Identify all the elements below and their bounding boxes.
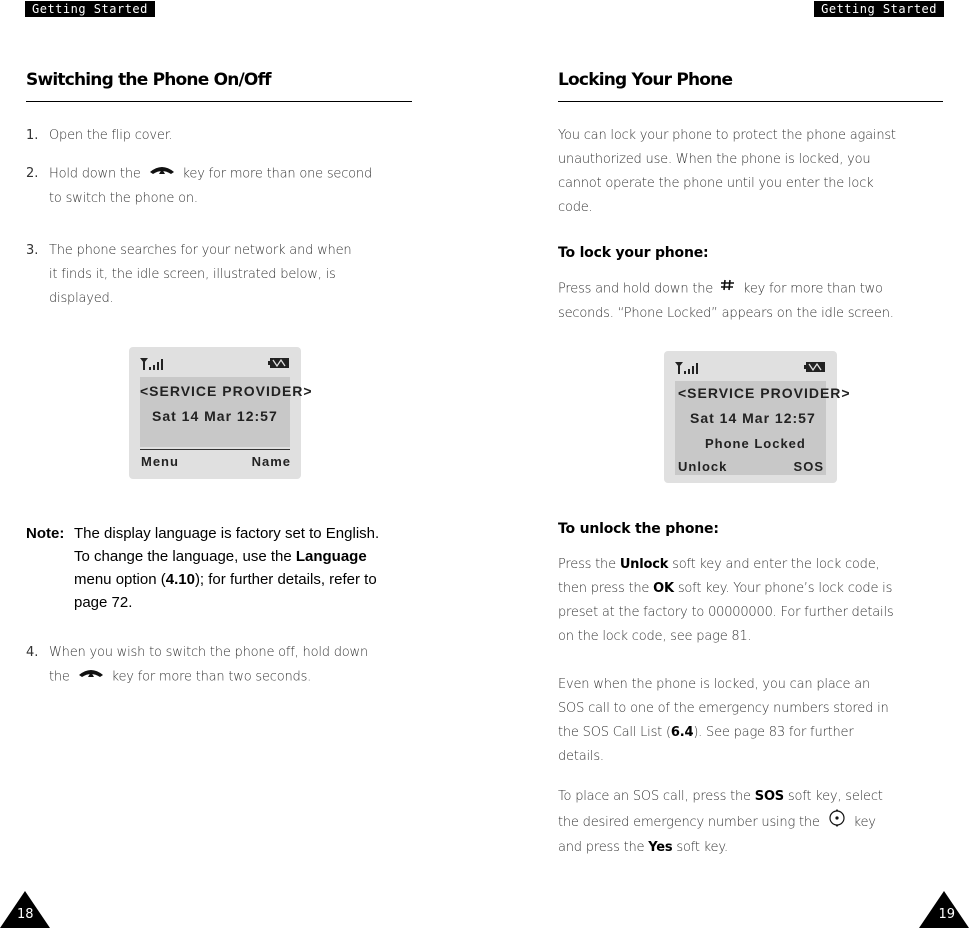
- lock-part-b: key for more than two: [742, 281, 883, 297]
- sos2-c: soft key, select: [783, 789, 883, 804]
- sos2-h: soft key.: [672, 840, 728, 855]
- soft-key-divider: [140, 449, 290, 450]
- sos1-a: Even when the phone is locked, you can place an: [558, 677, 871, 692]
- left-page-title: Switching the Phone On/Off: [26, 70, 271, 90]
- hash-key-icon: [717, 277, 739, 301]
- soft-key-sos[interactable]: SOS: [793, 459, 824, 474]
- unlock-d: then press the: [558, 581, 654, 596]
- intro-line-4: code.: [558, 200, 593, 215]
- navigation-key-icon: [824, 809, 850, 836]
- unlock-heading: To unlock the phone:: [558, 521, 719, 537]
- service-provider-text: <SERVICE PROVIDER>: [140, 383, 313, 399]
- right-title-rule: [558, 101, 943, 102]
- sos2-a: To place an SOS call, press the: [558, 789, 755, 804]
- step-2-part-a: Hold down the: [49, 166, 141, 182]
- unlock-c: soft key and enter the lock code,: [668, 557, 880, 572]
- end-power-key-icon: [74, 665, 108, 689]
- date-time-text: Sat 14 Mar 12:57: [690, 410, 816, 426]
- unlock-h: on the lock code, see page 81.: [558, 629, 752, 644]
- note-language-term: Language: [295, 548, 367, 565]
- sos-key-term: SOS: [754, 789, 784, 804]
- note-line-4: page 72.: [74, 594, 133, 611]
- lock-instructions: [558, 277, 953, 326]
- signal-strength-icon: [140, 357, 168, 371]
- step-1-number: 1.: [26, 128, 39, 143]
- step-1-text: Open the flip cover.: [49, 128, 173, 143]
- yes-key-term: Yes: [648, 840, 673, 855]
- step-2-part-c: to switch the phone on.: [49, 190, 198, 206]
- page-number-left: 18: [17, 907, 34, 922]
- intro-line-1: You can lock your phone to protect the phone against: [558, 128, 896, 143]
- ok-key-term: OK: [653, 581, 674, 596]
- signal-strength-icon: [675, 361, 703, 375]
- sos2-d: the desired emergency number using the: [558, 815, 820, 830]
- step-4-number: 4.: [26, 645, 39, 660]
- note-line-3c: ); for further details, refer to: [194, 571, 377, 588]
- section-header-right: Getting Started: [814, 1, 944, 17]
- sos-paragraph-2: [558, 785, 958, 860]
- unlock-f: soft key. Your phone’s lock code is: [673, 581, 893, 596]
- locked-screen-frame: [664, 351, 851, 483]
- unlock-instructions: [558, 553, 958, 649]
- note-line-3a: menu option (: [74, 571, 166, 588]
- step-4-part-c: key for more than two seconds.: [111, 669, 312, 685]
- date-time-text: Sat 14 Mar 12:57: [152, 408, 278, 424]
- step-4-part-b: the: [49, 669, 70, 685]
- step-3-text: [49, 239, 419, 311]
- phone-locked-status: Phone Locked: [705, 436, 806, 451]
- soft-key-name[interactable]: Name: [251, 454, 291, 469]
- left-title-rule: [26, 101, 412, 102]
- lock-part-c: seconds. “Phone Locked” appears on the idle screen.: [558, 305, 894, 321]
- intro-line-3: cannot operate the phone until you enter the lock: [558, 176, 874, 191]
- right-page-title: Locking Your Phone: [558, 70, 733, 90]
- sos2-f: and press the: [558, 840, 649, 855]
- sos1-c: the SOS Call List (: [558, 725, 671, 740]
- unlock-g: preset at the factory to 00000000. For further details: [558, 605, 894, 620]
- soft-key-unlock[interactable]: Unlock: [678, 459, 728, 474]
- battery-icon: [268, 357, 290, 369]
- idle-screen-frame: [129, 347, 313, 479]
- soft-key-menu[interactable]: Menu: [141, 454, 179, 469]
- step-4-line-1: When you wish to switch the phone off, hold down: [49, 645, 369, 660]
- sos2-e: key: [853, 815, 876, 830]
- page-number-right: 19: [938, 907, 955, 922]
- service-provider-text: <SERVICE PROVIDER>: [678, 385, 851, 401]
- intro-line-2: unauthorized use. When the phone is locked, you: [558, 152, 871, 167]
- lock-part-a: Press and hold down the: [558, 281, 714, 297]
- lock-heading: To lock your phone:: [558, 245, 709, 261]
- unlock-key-term: Unlock: [619, 557, 669, 572]
- battery-icon: [804, 361, 826, 373]
- end-power-key-icon: [145, 162, 179, 186]
- step-2-part-b: key for more than one second: [182, 166, 373, 182]
- unlock-a: Press the: [558, 557, 620, 572]
- step-3-line-2: it finds it, the idle screen, illustrated below, is: [49, 267, 336, 282]
- note-label: Note:: [26, 525, 65, 542]
- step-3-number: 3.: [26, 243, 39, 258]
- sos1-b: SOS call to one of the emergency numbers stored in: [558, 701, 889, 716]
- step-2-number: 2.: [26, 166, 39, 181]
- sos-list-menu-number: 6.4: [670, 725, 694, 740]
- sos-paragraph-1: [558, 673, 958, 769]
- note-line-2a: To change the language, use the: [74, 548, 296, 565]
- lock-intro-text: [558, 124, 953, 220]
- section-header-left: Getting Started: [25, 1, 155, 17]
- note-line-1: The display language is factory set to English.: [74, 525, 380, 542]
- sos1-e: ). See page 83 for further: [693, 725, 854, 740]
- step-2-text: [49, 162, 419, 211]
- note-menu-number: 4.10: [165, 571, 195, 588]
- step-4-text: [49, 641, 419, 690]
- sos1-f: details.: [558, 749, 604, 764]
- note-text: [74, 522, 419, 614]
- step-3-line-3: displayed.: [49, 291, 114, 306]
- step-3-line-1: The phone searches for your network and when: [49, 243, 352, 258]
